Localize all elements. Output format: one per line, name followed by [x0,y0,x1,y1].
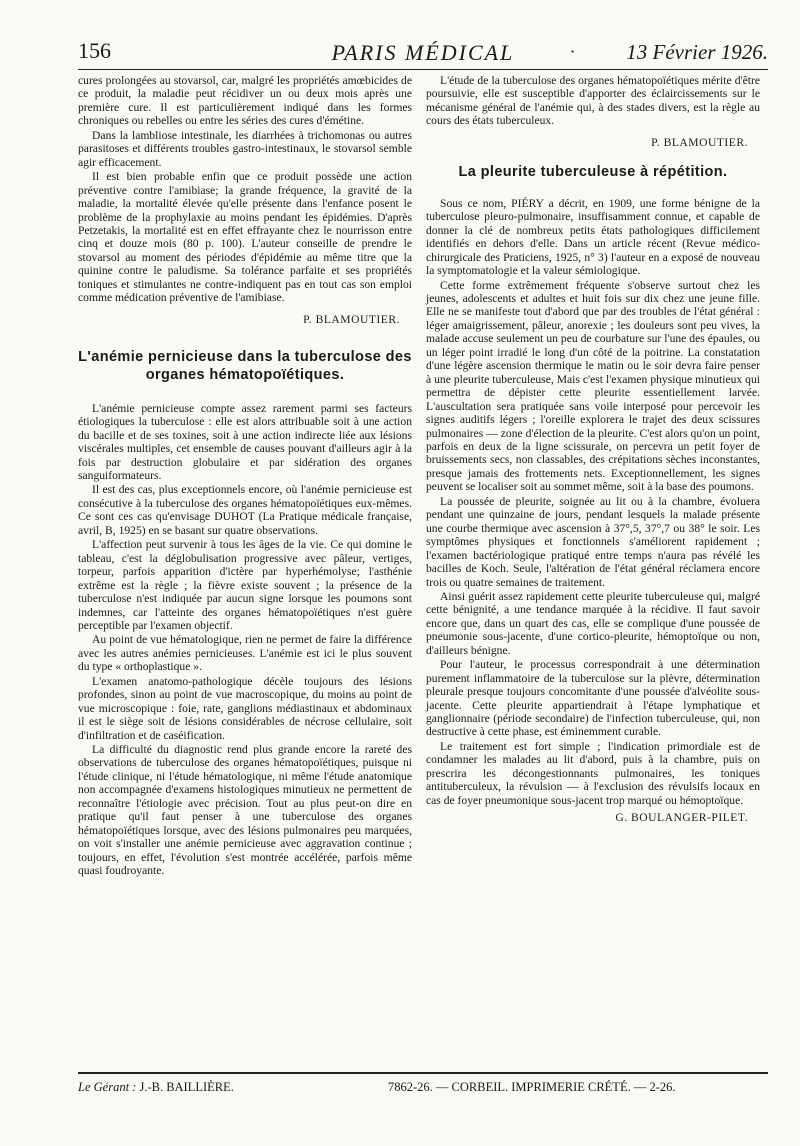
right-column [426,74,760,824]
issue-date: 13 Février 1926. [626,40,768,64]
paragraph: Au point de vue hématologique, rien ne permet de faire la différence avec les autres anémies pernicieuses. L'anémie est ici le plus souvent du type « orthoplastique ». [78,633,412,674]
paragraph: Il est bien probable enfin que ce produit possède une action préventive contre l'amibiase; la grande fréquence, la gravité de la maladie, la mortalité élevée qu'elle présente dans l'enfance posent le problème de la prophylaxie au moins pendant les épidémies. D'après Petzetakis, la mortalité est en effet effrayante chez le nourrisson entre cinq et douze mois (80 p. 100). L'auteur conseille de prendre le stovarsol au moment des périodes d'épidémie au même titre que la quinine contre le paludisme. Sa tolérance parfaite et ses propriétés toniques et stimulantes ne contre-indiquent pas en tout cas son emploi comme médication préventive de l'amibiase. [78,170,412,305]
page-number: 156 [78,38,111,63]
header-rule [78,69,768,70]
paragraph: Sous ce nom, PIÉRY a décrit, en 1909, une forme bénigne de la tuberculose pleuro-pulmonaire, insuffisamment connue, et capable de donner la clé de nombreux petits états pathologiques difficilement identifiés en dehors d'elle. Dans un article récent (Revue médico-chirurgicale des Praticiens, 1925, n° 3) l'auteur en a exposé de nouveau la symptomatologie et la valeur sémiologique. [426,196,760,278]
signature: P. BLAMOUTIER. [651,135,748,149]
paragraph: Il est des cas, plus exceptionnels encore, où l'anémie pernicieuse est consécutive à la tuberculose des organes hématopoïétiques eux-mêmes. Ce sont ces cas qu'envisage DUHOT (La Pratique médicale française, avril, B, 1925) en se basant sur quatre observations. [78,483,412,537]
article-title: La pleurite tuberculeuse à répétition. [458,163,728,180]
printer-line: 7862-26. — CORBEIL. IMPRIMERIE CRÉTÉ. — 2-26. [388,1080,676,1094]
gerant-line [78,1080,234,1095]
paragraph: L'anémie pernicieuse compte assez rarement parmi ses facteurs étiologiques la tuberculose : elle est alors attribuable soit à une action du bacille et de ses toxines, soit à une action indirecte liée aux lésions viscérales multiples, cet ensemble de causes pouvant d'ailleurs agir à la fois par destruction globulaire et par sidération des organes sanguiformateurs. [78,401,412,482]
paragraph: Le traitement est fort simple ; l'indication primordiale est de condamner les malades au lit d'abord, puis à la chambre, puis on prescrira les décongestionnants pulmonaires, les toniques antituberculeux, la révulsion — à l'exclusion des révulsifs locaux en cas de foyer pneumonique sous-jacent trop marqué ou hémoptoïque. [426,739,760,807]
article-title: L'anémie pernicieuse dans la tuberculose des organes hématopoïétiques. [78,348,412,383]
paragraph: Pour l'auteur, le processus correspondrait à une détermination purement inflammatoire de la tuberculose sur la plèvre, détermination pleurale presque toujours concomitante d'une poussée d'alvéolite sous-jacente. Cette pleurite appartiendrait à l'étape lymphatique et ganglionnaire (période secondaire) de l'infection tuberculeuse, qui, non destructive à cette phase, est éminemment curable. [426,658,760,739]
page-header [78,38,768,72]
footer-rule [78,1072,768,1074]
paragraph: Dans la lambliose intestinale, les diarrhées à trichomonas ou autres parasitoses et différents troubles gastro-intestinaux, le stovarsol semble agir efficacement. [78,128,412,169]
paragraph: Cette forme extrêmement fréquente s'observe surtout chez les jeunes, adolescents et adultes et huit fois sur dix chez une jeune fille. Elle ne se manifeste tout d'abord que par des troubles de l'état général : léger amaigrissement, pâleur, anorexie ; les douleurs sont peu vives, la malade accuse seulement un peu de courbature sur l'une des épaules, ou un léger point irradié le long d'un côté de la poitrine. La constatation d'une légère ascension thermique le matin ou le soir devra faire penser à une pleurite tuberculeuse, Mais c'est l'examen physique minutieux qui permettra de dépister cette pleurite essentiellement larvée. L'auscultation sera pratiquée sans voile interposé pour percevoir les signes auditifs légers ; l'oreille explorera le trajet des deux scissures pulmonaires — zone d'élection de la pleurite. C'est alors qu'on un point, parfois en deux de la ligne scissurale, on percevra un petit foyer de bruissements secs, non classables, des crépitations sèches inconstantes, presque jamais des frottements nets. Exceptionnellement, les signes peuvent se localiser soit au sommet même, soit à la base des poumons. [426,278,760,494]
header-separator: · [570,42,576,61]
paragraph: La poussée de pleurite, soignée au lit ou à la chambre, évoluera pendant une quinzaine de jours, pendant lesquels la malade présente une courbe thermique avec ascension à 37°,5, 37°,7 ou 38° le soir. Les symptômes physiques et fonctionnels s'améliorent rapidement ; l'examen bactériologique pratiqué entre temps n'aura pas révélé les bacilles de Koch. Seule, l'altération de l'état général réclamera encore trois ou quatre semaines de traitement. [426,494,760,589]
left-column [78,74,412,878]
paragraph: L'affection peut survenir à tous les âges de la vie. Ce qui domine le tableau, c'est la déglobulisation progressive avec pâleur, vertiges, torpeur, parfois apparition d'ictère par hyperhémolyse; l'asthénie extrême est la règle ; la fièvre existe souvent ; la présence de la tuberculose n'est indiquée par aucun signe lorsque les poumons sont indemnes, car l'atteinte des organes hématopoïétiques n'est guère perceptible par l'examen objectif. [78,538,412,632]
signature: G. BOULANGER-PILET. [615,811,748,825]
gerant-label: Le Gérant : [78,1080,137,1094]
journal-title: PARIS MÉDICAL [331,40,515,65]
paragraph: cures prolongées au stovarsol, car, malgré les propriétés amœbicides de ce produit, la maladie peut récidiver un ou deux mois après une première cure. Il est particulièrement indiqué dans les formes chroniques ou rebelles ou entre les séries des cures d'émétine. [78,74,412,128]
gerant-name: J.-B. BAILLIÈRE. [139,1080,234,1094]
paragraph: Ainsi guérit assez rapidement cette pleurite tuberculeuse qui, malgré cette bénignité, a une tendance marquée à la récidive. Il faut savoir encore que, dans un quart des cas, elle se complique d'une poussée de pneumonie sous-jacente, d'une cortico-pleurite, hémoptoïque ou non, d'ailleurs bénigne. [426,589,760,657]
signature: P. BLAMOUTIER. [303,312,400,326]
paragraph: L'étude de la tuberculose des organes hématopoïétiques mérite d'être poursuivie, elle est susceptible d'apporter des éclaircissements sur le mécanisme général de l'anémie qui, à des stades divers, est la règle au cours des états tuberculeux. [426,74,760,128]
paragraph: La difficulté du diagnostic rend plus grande encore la rareté des observations de tuberculose des organes hématopoïétiques, puisque ni l'étude clinique, ni l'étude hématologique, ni même l'étude anatomique non accompagnée d'examens histologiques minutieux ne permettent de reconnaître l'étiologie avec précision. Tout au plus peut-on dire en pratique qu'il faut penser à une tuberculose des organes hématopoïétiques lorsque, avec des lésions pulmonaires peu marquées, on voit s'installer une anémie pernicieuse avec aggravation continue ; toujours, en effet, l'évolution s'est montrée accélérée, parfois même quasi foudroyante. [78,743,412,878]
paragraph: L'examen anatomo-pathologique décèle toujours des lésions profondes, sinon au point de vue macroscopique, du moins au point de vue microscopique : foie, rate, ganglions médiastinaux et abdominaux il est le siège soit de lésions considérables de nécrose cellulaire, soit d'infiltration et de caséification. [78,674,412,742]
